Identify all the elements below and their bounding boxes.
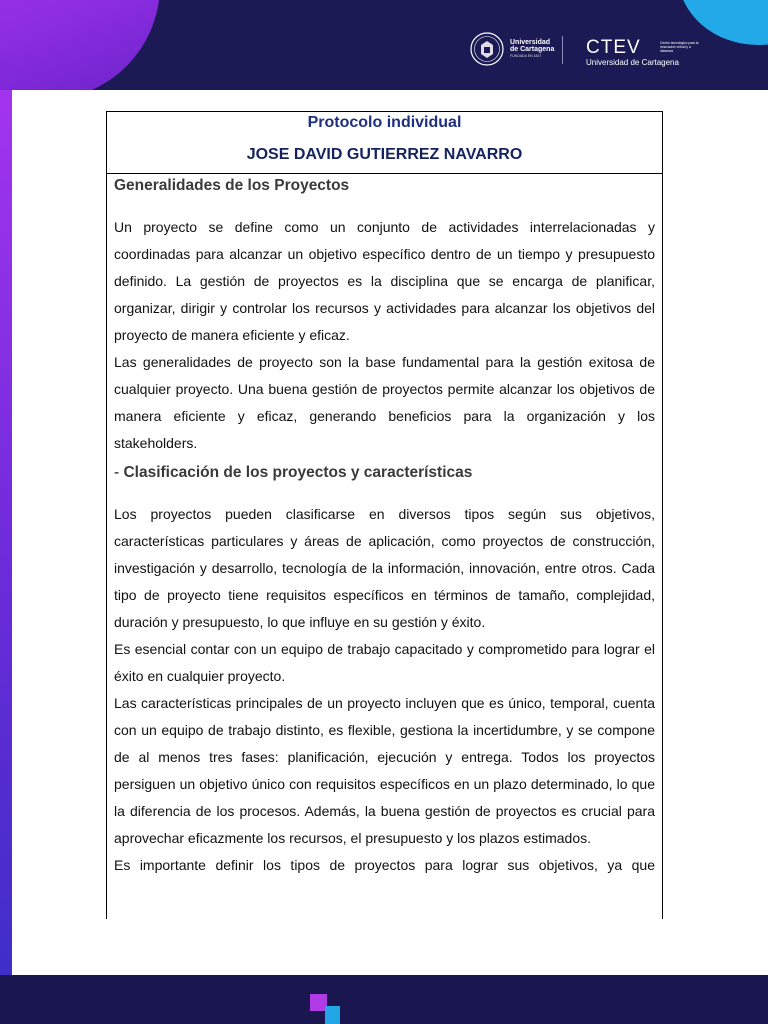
ctev-mark: CTEV [586, 37, 641, 58]
paragraph: Los proyectos pueden clasificarse en diversos tipos según sus objetivos, características particulares y áreas de aplicación, como proyectos de construcción, investigación y desarrollo, tecnología de la información, innovación, entre otros. Cada tipo de proyecto tiene requisitos específicos en términos de tamaño, complejidad, duración y presupuesto, lo que influye en su gestión y éxito. [114, 506, 655, 630]
header-band [0, 0, 768, 90]
heading-prefix: - [114, 464, 124, 481]
paragraph: Es importante definir los tipos de proyectos para lograr sus objetivos, ya que [114, 857, 655, 873]
universidad-de-cartagena-logo [470, 30, 560, 68]
protocol-body [107, 176, 662, 879]
university-name-line2: de Cartagena [510, 46, 555, 54]
protocol-box [106, 111, 663, 919]
university-seal-icon [470, 32, 504, 66]
author-name: JOSE DAVID GUTIERREZ NAVARRO [246, 146, 523, 163]
decorative-purple-shape [0, 0, 160, 90]
ctev-small-text: Centro tecnológico para la innovación virtual y a distancia [660, 41, 699, 54]
left-decorative-strip [0, 90, 12, 975]
document-title: Protocolo individual [307, 114, 462, 131]
heading-text: Clasificación de los proyectos y características [123, 464, 473, 481]
decorative-cyan-square [325, 1006, 340, 1024]
section-heading: Generalidades de los Proyectos [114, 177, 350, 194]
paragraph: Un proyecto se define como un conjunto de actividades interrelacionadas y coordinadas para alcanzar un objetivo específico dentro de un tiempo y presupuesto definido. La gestión de proyectos es la disciplina que se encarga de planificar, organizar, dirigir y controlar los recursos y actividades para alcanzar los objetivos del proyecto de manera eficiente y eficaz. [114, 219, 655, 343]
university-tagline: FUNDADA EN 1827 [510, 54, 542, 59]
footer-band [0, 975, 768, 1024]
ctev-logo [586, 38, 711, 70]
paragraph: Las generalidades de proyecto son la base fundamental para la gestión exitosa de cualquier proyecto. Una buena gestión de proyectos permite alcanzar los objetivos de manera eficiente y eficaz, generando beneficios para la organización y los stakeholders. [114, 354, 655, 451]
university-name-line1: Universidad [510, 39, 551, 47]
paragraph: Las características principales de un proyecto incluyen que es único, temporal, cuenta con un equipo de trabajo distinto, es flexible, gestiona la incertidumbre, y se compone de al menos tres fases: planificación, ejecución y entrega. Todos los proyectos persiguen un objetivo único con requisitos específicos en un plazo determinado, lo que la diferencia de los procesos. Además, la buena gestión de proyectos es crucial para aprovechar eficazmente los recursos, el presupuesto y los plazos estimados. [114, 695, 655, 846]
paragraph: Es esencial contar con un equipo de trabajo capacitado y comprometido para lograr el éxito en cualquier proyecto. [114, 641, 655, 684]
protocol-header [107, 112, 662, 174]
ctev-subtitle: Universidad de Cartagena [586, 58, 679, 67]
section-heading [114, 463, 655, 483]
logo-divider [562, 36, 563, 64]
